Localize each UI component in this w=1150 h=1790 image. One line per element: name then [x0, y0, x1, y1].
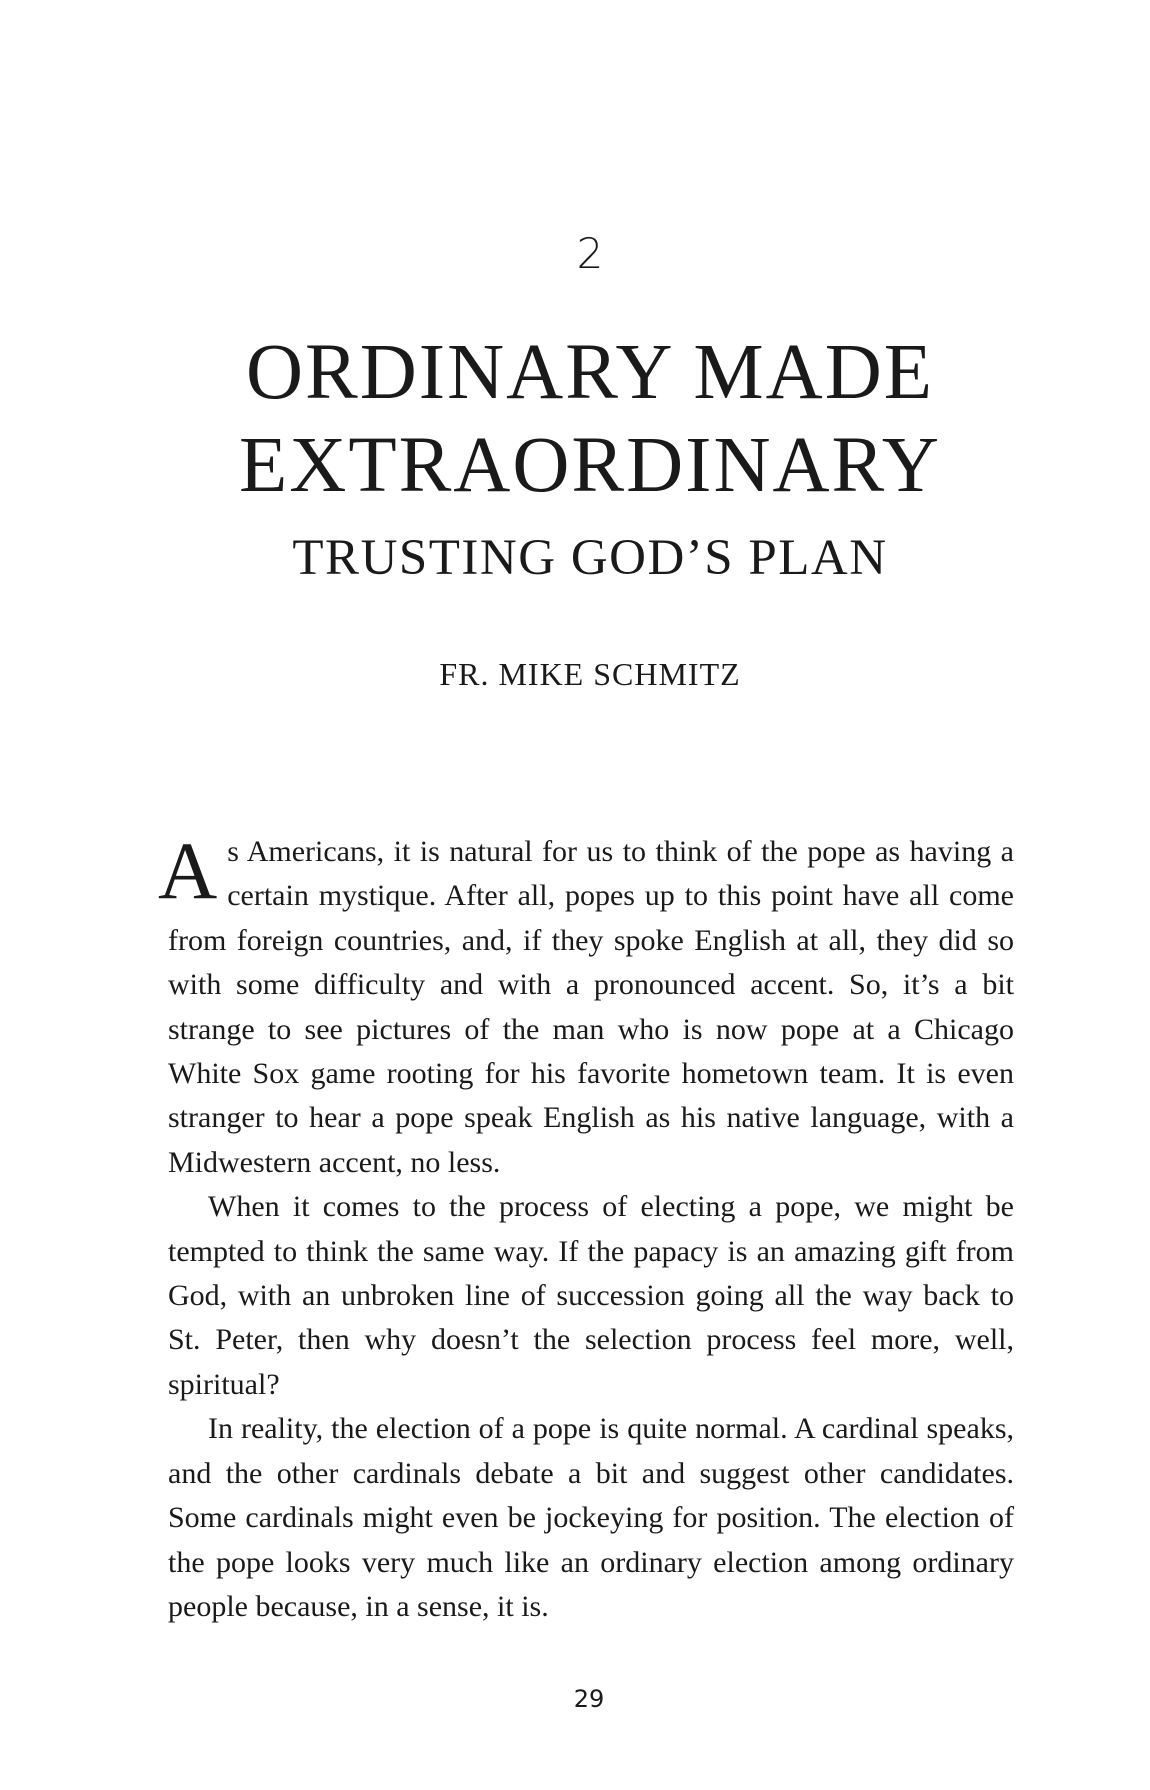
page-number: 29 — [573, 1685, 605, 1713]
paragraph-1 — [158, 825, 1014, 1185]
chapter-number: 2 — [576, 229, 604, 278]
chapter-title-line-2: EXTRAORDINARY — [239, 422, 941, 509]
paragraph-1-text: s Americans, it is natural for us to think of the pope as having a certain mystique. After all, popes up to this point have all come from foreign countries, and, if they spoke English at all, they did so with some difficulty and with a pronounced accent. So, it’s a bit strange to see pictures of the man who is now pope at a Chicago White Sox game rooting for his favorite hometown team. It is even stranger to hear a pope speak English as his native language, with a Midwestern accent, no less. — [168, 835, 1014, 1179]
chapter-title-line-1: ORDINARY MADE — [245, 329, 934, 416]
chapter-subtitle: TRUSTING GOD’S PLAN — [292, 530, 888, 586]
drop-cap: A — [158, 825, 218, 916]
paragraph-3: In reality, the election of a pope is quite normal. A cardinal speaks, and the other cardinals debate a bit and suggest other candidates. Some cardinals might even be jockeying for position. The election of the pope looks very much like an ordinary election among ordinary people because, in a sense, it is. — [168, 1412, 1014, 1623]
body-text — [158, 825, 1014, 1629]
chapter-title — [0, 326, 1150, 512]
chapter-author: FR. MIKE SCHMITZ — [439, 656, 741, 692]
paragraph-2: When it comes to the process of electing a pope, we might be tempted to think the same way. If the papacy is an amazing gift from God, with an unbroken line of succession going all the way back to St. Peter, then why doesn’t the selection process feel more, well, spiritual? — [168, 1190, 1014, 1401]
